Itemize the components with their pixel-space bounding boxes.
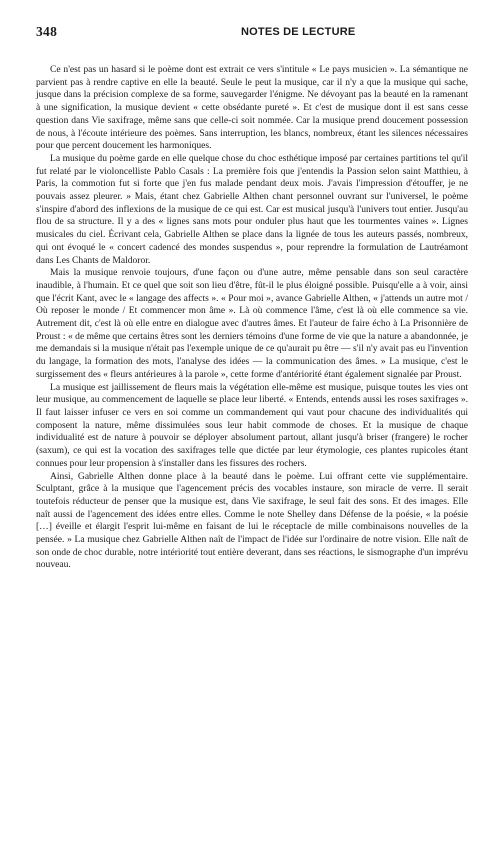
paragraph: La musique est jaillissement de fleurs mais la végétation elle-même est musique, puisque toutes les vies ont leur musique, au commencement de laquelle se place leur liberté. « Entends, entends aussi les roses saxifrages ». Il faut laisser infuser ce vers en soi comme un commandement qui vaut pour chacune des individualités qui composent la nature, même dissimulées sous leur habit commode de choses. Et la musique de chaque individualité est de nature à pouvoir se déployer absolument partout, allant jusqu'à briser (frangere) le rocher (saxum), ce qui est la vocation des saxifrages telle que dictée par leur étymologie, ces plantes rupicoles étant connues pour leur propension à s'installer dans les fissures des rochers.	[36, 381, 468, 469]
page-number: 348	[36, 24, 58, 39]
body-text	[36, 64, 468, 572]
paragraph: La musique du poème garde en elle quelque chose du choc esthétique imposé par certaines partitions tel qu'il fut relaté par le violoncelliste Pablo Casals : La première fois que j'entendis la Passion selon saint Matthieu, à Paris, la commotion fut si forte que j'en fus malade pendant deux mois. J'avais l'impression d'étouffer, je ne pouvais assez pleurer. » Mais, étant chez Gabrielle Althen chant personnel ouvrant sur l'universel, le poème s'inspire d'abord des inflexions de la musique de ce qui est. Car est musical jusqu'à l'univers tout entier. Jusqu'au flou de sa structure. Il y a des « lignes sans mots pour onduler plus haut que les tourmentes vaines ». Lignes musicales du ciel. Écrivant cela, Gabrielle Althen se place dans la lignée de tous les auteurs passés, nombreux, qui ont évoqué le « concert cadencé des mondes suspendus », pour reprendre la formulation de Lautréamont dans Les Chants de Maldoror.	[36, 152, 468, 266]
paragraph: Mais la musique renvoie toujours, d'une façon ou d'une autre, même pensable dans son seul caractère inaudible, à l'humain. Et ce quel que soit son lieu d'être, fût-il le plus éloigné possible. Puisqu'elle a à voir, ainsi que l'écrit Kant, avec le « langage des affects ». « Pour moi », avance Gabrielle Althen, « j'attends un autre mot / Où reposer le monde / Et commencer mon âme ». Là où commence l'âme, c'est là où elle commence sa vie. Autrement dit, c'est là où elle entre en dialogue avec d'autres âmes. Et l'auteur de faire écho à La Prisonnière de Proust : « de même que certains êtres sont les derniers témoins d'une forme de vie que la nature a abandonnée, je me demandais si la musique n'était pas l'exemple unique de ce qu'aurait pu être — s'il n'y avait pas eu l'invention du langage, la formation des mots, l'analyse des idées — la communication des âmes. » La musique, c'est le surgissement des « fleurs antérieures à la parole », cette forme d'antériorité étant également signalée par Proust.	[36, 267, 468, 380]
paragraph: Ainsi, Gabrielle Althen donne place à la beauté dans le poème. Lui offrant cette vie supplémentaire. Sculptant, grâce à la musique que l'agencement précis des vocables instaure, son miracle de verre. Il serait toutefois réducteur de penser que la musique est, dans Vie saxifrage, le seul fait des sons. Et des images. Elle naît aussi de l'agencement des idées entre elles. Comme le note Shelley dans Défense de la poésie, « la poésie […] éveille et élargit l'esprit lui-même en faisant de lui le réceptacle de mille combinaisons nouvelles de la pensée. » La musique chez Gabrielle Althen naît de l'impact de l'idée sur l'ordinaire de notre vision. Elle naît de son onde de choc durable, notre intériorité tout entière deverant, dans ses réactions, le sismographe d'un imprévu nouveau.	[36, 470, 468, 571]
page-header	[36, 24, 458, 42]
running-head: NOTES DE LECTURE	[241, 26, 356, 38]
paragraph: Ce n'est pas un hasard si le poème dont est extrait ce vers s'intitule « Le pays musicien ». La sémantique ne parvient pas à rendre captive en elle la beauté. Seule le peut la musique, car il n'y a que la musique qui sache, jusque dans la précision complexe de sa forme, sauvegarder l'énigme. Ne dévoyant pas la beauté en la ramenant à une signification, la musique devient « cette obsédante pureté ». Et c'est de musique dont il est sans cesse question dans Vie saxifrage, même sans que celle-ci soit nommée. Car la musique prend doucement possession de nous, à l'écoute intérieure des poèmes. Sans interruption, les blancs, nombreux, étant les silences nécessaires pour que percent doucement les harmoniques.	[36, 64, 468, 152]
